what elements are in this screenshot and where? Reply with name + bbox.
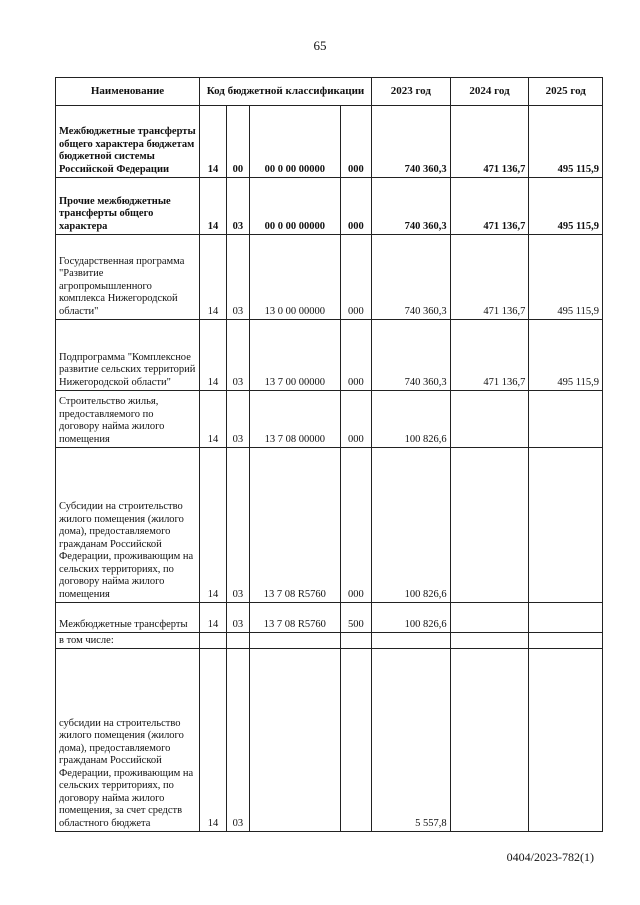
row-value-2024 [450, 391, 529, 448]
table-header-row [56, 78, 603, 106]
row-value-2023 [371, 633, 450, 649]
row-code-section: 14 [200, 448, 227, 603]
page-number: 65 [313, 38, 327, 53]
row-name: Строительство жилья, предоставляемого по договору найма жилого помещения [56, 391, 200, 448]
row-value-2025: 495 115,9 [529, 235, 603, 320]
row-code-target: 13 7 08 R5760 [249, 448, 340, 603]
row-value-2024: 471 136,7 [450, 320, 529, 391]
row-code-section: 14 [200, 391, 227, 448]
header-2024: 2024 год [450, 78, 529, 106]
row-value-2023: 740 360,3 [371, 320, 450, 391]
row-value-2025 [529, 391, 603, 448]
row-name: в том числе: [56, 633, 200, 649]
table-row [56, 235, 603, 320]
row-code-target: 00 0 00 00000 [249, 178, 340, 235]
row-name: Прочие межбюджетные трансферты общего характера [56, 178, 200, 235]
row-value-2025 [529, 603, 603, 633]
row-code-target: 13 7 08 00000 [249, 391, 340, 448]
row-value-2023: 5 557,8 [371, 649, 450, 832]
row-value-2025 [529, 448, 603, 603]
row-value-2025 [529, 633, 603, 649]
row-code-type: 500 [340, 603, 371, 633]
row-value-2023: 740 360,3 [371, 235, 450, 320]
row-code-type [340, 633, 371, 649]
row-code-subsection: 03 [226, 235, 249, 320]
row-value-2023: 740 360,3 [371, 106, 450, 178]
row-code-type: 000 [340, 448, 371, 603]
row-code-type: 000 [340, 178, 371, 235]
row-code-target [249, 633, 340, 649]
row-value-2023: 100 826,6 [371, 391, 450, 448]
header-name: Наименование [56, 78, 200, 106]
header-2025: 2025 год [529, 78, 603, 106]
row-code-section: 14 [200, 649, 227, 832]
row-code-target: 13 0 00 00000 [249, 235, 340, 320]
row-value-2024: 471 136,7 [450, 178, 529, 235]
row-name: Государственная программа "Развитие агропромышленного комплекса Нижегородской области" [56, 235, 200, 320]
row-code-section: 14 [200, 603, 227, 633]
table-row [56, 178, 603, 235]
row-value-2024 [450, 633, 529, 649]
document-registration-number: 0404/2023-782(1) [506, 850, 594, 864]
row-code-subsection [226, 633, 249, 649]
row-code-subsection: 03 [226, 448, 249, 603]
row-code-target [249, 649, 340, 832]
row-value-2023: 100 826,6 [371, 448, 450, 603]
row-value-2024 [450, 603, 529, 633]
row-code-section: 14 [200, 178, 227, 235]
row-code-type [340, 649, 371, 832]
row-code-type: 000 [340, 235, 371, 320]
row-code-subsection: 03 [226, 649, 249, 832]
row-code-section [200, 633, 227, 649]
row-value-2023: 100 826,6 [371, 603, 450, 633]
row-code-section: 14 [200, 235, 227, 320]
table-row [56, 649, 603, 832]
row-value-2025: 495 115,9 [529, 106, 603, 178]
header-code: Код бюджетной классификации [200, 78, 372, 106]
row-name: Субсидии на строительство жилого помещения (жилого дома), предоставляемого гражданам Российской Федерации, проживающим на сельских территориях, по договору найма жилого помещения [56, 448, 200, 603]
table-row [56, 391, 603, 448]
row-code-target: 13 7 00 00000 [249, 320, 340, 391]
row-value-2024: 471 136,7 [450, 106, 529, 178]
row-code-target: 00 0 00 00000 [249, 106, 340, 178]
row-value-2025 [529, 649, 603, 832]
row-code-section: 14 [200, 320, 227, 391]
row-value-2023: 740 360,3 [371, 178, 450, 235]
row-code-subsection: 03 [226, 603, 249, 633]
row-value-2025: 495 115,9 [529, 178, 603, 235]
table-row [56, 106, 603, 178]
row-name: субсидии на строительство жилого помещения (жилого дома), предоставляемого гражданам Российской Федерации, проживающим на сельских территориях, по договору найма жилого помещения, за счет средств областного бюджета [56, 649, 200, 832]
row-name: Межбюджетные трансферты общего характера бюджетам бюджетной системы Российской Федерации [56, 106, 200, 178]
table-row [56, 448, 603, 603]
row-code-type: 000 [340, 106, 371, 178]
row-value-2025: 495 115,9 [529, 320, 603, 391]
table-row [56, 633, 603, 649]
table-row [56, 603, 603, 633]
row-value-2024: 471 136,7 [450, 235, 529, 320]
row-code-subsection: 03 [226, 320, 249, 391]
row-code-subsection: 03 [226, 391, 249, 448]
budget-table [55, 77, 603, 832]
row-value-2024 [450, 649, 529, 832]
header-2023: 2023 год [371, 78, 450, 106]
row-name: Подпрограмма "Комплексное развитие сельских территорий Нижегородской области" [56, 320, 200, 391]
row-code-subsection: 00 [226, 106, 249, 178]
row-code-target: 13 7 08 R5760 [249, 603, 340, 633]
row-code-type: 000 [340, 320, 371, 391]
table-row [56, 320, 603, 391]
row-code-type: 000 [340, 391, 371, 448]
row-name: Межбюджетные трансферты [56, 603, 200, 633]
row-code-subsection: 03 [226, 178, 249, 235]
row-code-section: 14 [200, 106, 227, 178]
row-value-2024 [450, 448, 529, 603]
